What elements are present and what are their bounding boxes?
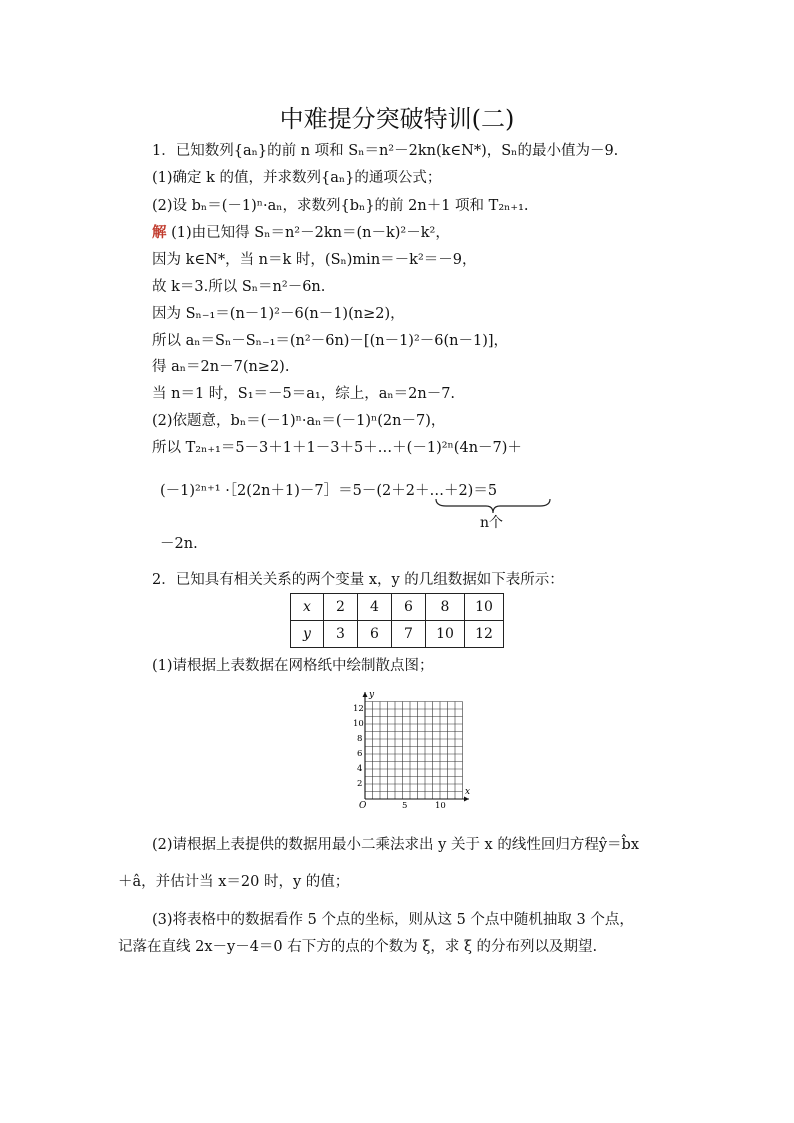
y-axis-label: y: [369, 690, 375, 700]
data-table: [290, 593, 504, 648]
solution-line-4: 因为 Sₙ₋₁＝(n－1)²－6(n－1)(n≥2)，: [152, 306, 405, 322]
table-cell: 10: [465, 594, 504, 621]
problem-1-statement: 1．已知数列{aₙ}的前 n 项和 Sₙ＝n²－2kn(k∈N*)，Sₙ的最小值为－9.: [152, 143, 619, 159]
x-axis-arrow: [464, 797, 469, 802]
solution-line-5: 所以 aₙ＝Sₙ－Sₙ₋₁＝(n²－6n)－[(n－1)²－6(n－1)]，: [152, 333, 509, 349]
table-cell: 12: [465, 621, 504, 648]
problem-2-part-1: (1)请根据上表数据在网格纸中绘制散点图；: [152, 658, 434, 674]
table-header-y: y: [291, 621, 324, 648]
origin-label: O: [359, 801, 367, 811]
page-title: 中难提分突破特训(二): [279, 105, 515, 133]
solution-line-9: 所以 T₂ₙ₊₁＝5－3＋1＋1－3＋5＋…＋(－1)²ⁿ(4n－7)＋: [152, 440, 522, 456]
solution-line-8: (2)依题意，bₙ＝(－1)ⁿ·aₙ＝(－1)ⁿ(2n－7)，: [152, 413, 446, 429]
x-tick-10: 10: [435, 801, 446, 811]
y-tick-10: 10: [353, 719, 364, 729]
table-header-x: x: [291, 594, 324, 621]
problem-2-part-3-cont: 记落在直线 2x－y－4＝0 右下方的点的个数为 ξ，求 ξ 的分布列以及期望.: [118, 939, 598, 955]
table-cell: 10: [426, 621, 465, 648]
brace-count-label: n个: [480, 515, 504, 531]
solution-line-1: [152, 223, 450, 243]
solution-label: 解: [152, 224, 167, 241]
table-row-y: [291, 621, 504, 648]
y-tick-6: 6: [357, 749, 363, 759]
solution-line-6: 得 aₙ＝2n－7(n≥2).: [152, 359, 290, 375]
table-cell: 4: [358, 594, 392, 621]
x-tick-5: 5: [402, 801, 408, 811]
table-cell: 7: [392, 621, 426, 648]
problem-1-part-2: (2)设 bₙ＝(－1)ⁿ·aₙ，求数列{bₙ}的前 2n＋1 项和 T₂ₙ₊₁.: [152, 198, 529, 214]
y-axis-arrow: [363, 692, 368, 697]
y-tick-8: 8: [357, 734, 363, 744]
table-row-x: [291, 594, 504, 621]
x-axis-label: x: [465, 787, 471, 797]
table-cell: 6: [392, 594, 426, 621]
problem-2-part-2: (2)请根据上表提供的数据用最小二乘法求出 y 关于 x 的线性回归方程ŷ＝b̂x: [152, 837, 639, 853]
y-tick-2: 2: [357, 779, 363, 789]
solution-line-10: (－1)²ⁿ⁺¹ ·［2(2n＋1)－7］＝5－(2＋2＋…＋2)＝5: [160, 483, 498, 499]
problem-2-part-2-cont: ＋â，并估计当 x＝20 时，y 的值；: [118, 874, 350, 890]
table-cell: 2: [324, 594, 358, 621]
solution-line-3: 故 k＝3.所以 Sₙ＝n²－6n.: [152, 279, 326, 295]
table-cell: 6: [358, 621, 392, 648]
table-cell: 3: [324, 621, 358, 648]
problem-2-statement: 2．已知具有相关关系的两个变量 x，y 的几组数据如下表所示：: [152, 572, 564, 588]
problem-2-part-3: (3)将表格中的数据看作 5 个点的坐标，则从这 5 个点中随机抽取 3 个点，: [152, 912, 634, 928]
solution-line-11: －2n.: [160, 536, 198, 552]
problem-1-part-1: (1)确定 k 的值，并求数列{aₙ}的通项公式；: [152, 170, 442, 186]
graph-grid: [345, 688, 477, 814]
solution-line-7: 当 n＝1 时，S₁＝－5＝a₁，综上，aₙ＝2n－7.: [152, 386, 456, 402]
table-cell: 8: [426, 594, 465, 621]
solution-text: (1)由已知得 Sₙ＝n²－2kn＝(n－k)²－k²，: [171, 225, 450, 241]
y-tick-4: 4: [357, 764, 363, 774]
y-tick-12: 12: [353, 704, 364, 714]
solution-line-2: 因为 k∈N*，当 n＝k 时，(Sₙ)min＝－k²＝－9，: [152, 252, 477, 268]
